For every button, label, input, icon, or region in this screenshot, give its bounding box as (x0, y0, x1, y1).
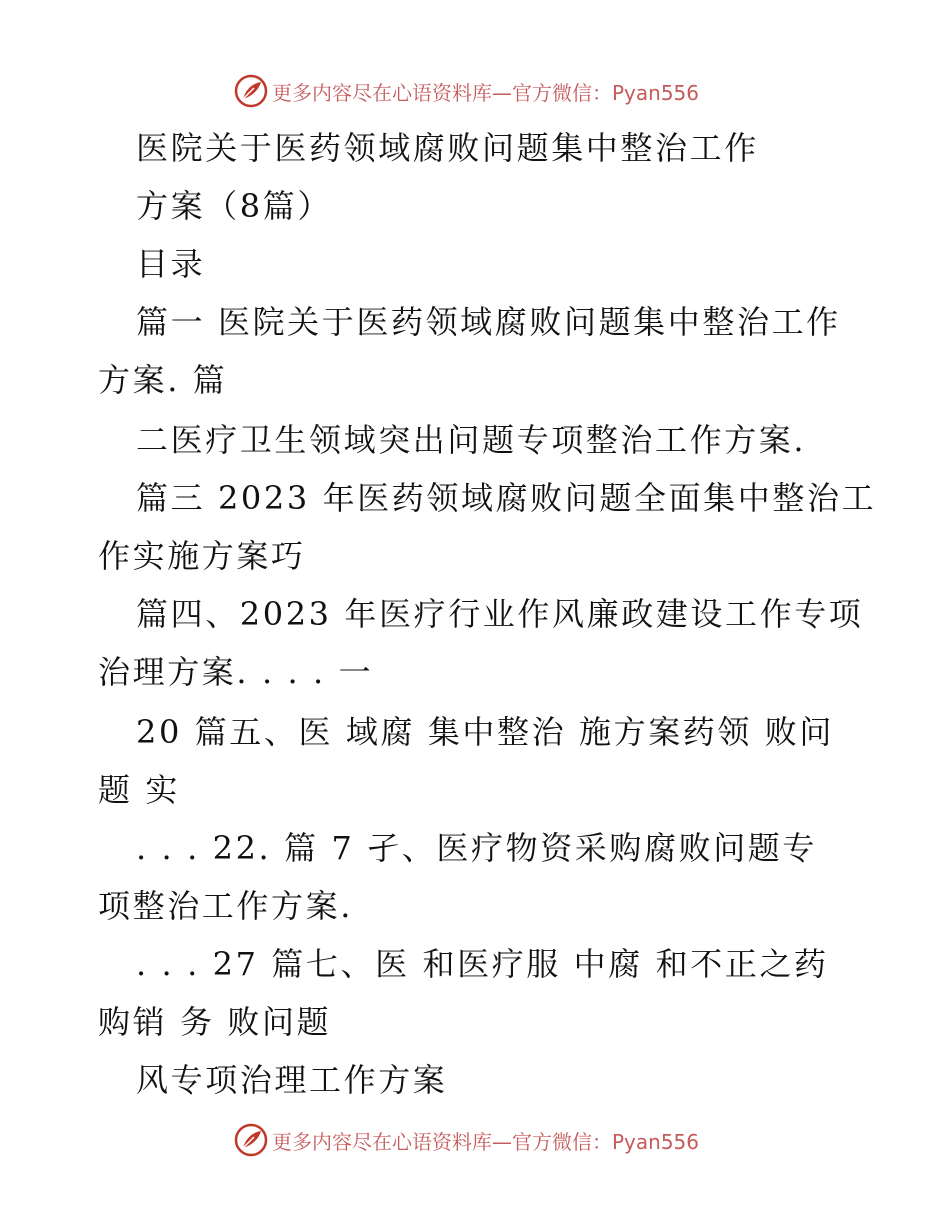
toc-entry-2: 二医疗卫生领域突出问题专项整治工作方案. (136, 421, 807, 459)
toc-entry-4: 篇四、2023 年医疗行业作风廉政建设工作专项 (136, 595, 864, 633)
toc-entry-7-cont: 购销 务 败问题 (98, 1003, 332, 1041)
toc-heading: 目录 (136, 245, 206, 283)
toc-entry-6-cont: 项整治工作方案. (98, 887, 353, 925)
toc-entry-4-cont: 治理方案. . . . 一 (98, 653, 374, 691)
toc-entry-1-cont: 方案. 篇 (98, 361, 228, 399)
watermark-text: 更多内容尽在心语资料库—官方微信：Pyan556 (272, 1129, 700, 1154)
toc-entry-5: 20 篇五、医 域腐 集中整治 施方案药领 败问 (136, 713, 834, 751)
toc-entry-3: 篇三 2023 年医药领域腐败问题全面集中整治工 (136, 479, 877, 517)
toc-entry-1: 篇一 医院关于医药领域腐败问题集中整治工作 (136, 303, 841, 341)
toc-entry-7-cont2: 风专项治理工作方案 (136, 1061, 448, 1099)
toc-entry-6: . . . 22. 篇 7 孑、医疗物资采购腐败问题专 (136, 829, 817, 867)
doc-title-line-1: 医院关于医药领域腐败问题集中整治工作 (136, 129, 759, 167)
toc-entry-7: . . . 27 篇七、医 和医疗服 中腐 和不正之药 (136, 945, 829, 983)
watermark-banner-top (234, 74, 714, 108)
doc-title-line-2: 方案（8篇） (136, 187, 332, 225)
watermark-text: 更多内容尽在心语资料库—官方微信：Pyan556 (272, 80, 700, 105)
leaf-pen-logo-icon (234, 74, 268, 108)
toc-entry-5-cont: 题 实 (98, 771, 180, 809)
watermark-banner-bottom (234, 1123, 714, 1157)
toc-entry-3-cont: 作实施方案巧 (98, 537, 306, 575)
leaf-pen-logo-icon (234, 1123, 268, 1157)
